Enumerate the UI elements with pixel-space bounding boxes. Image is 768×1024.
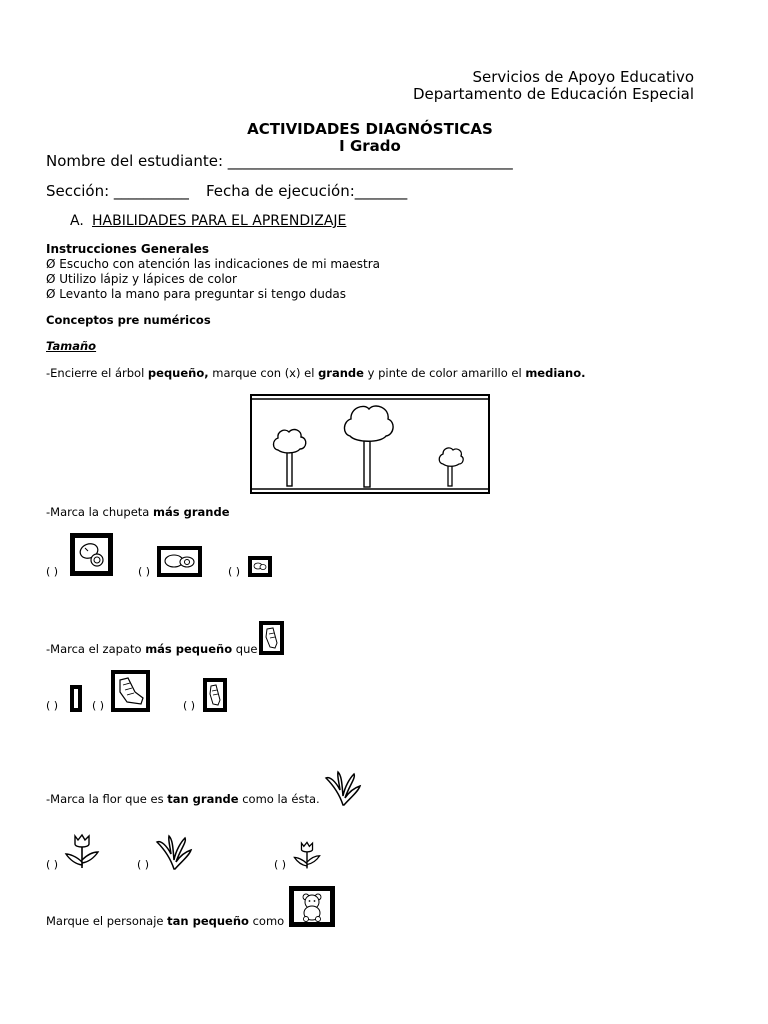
instruction-item [46, 287, 346, 301]
q1-bold: grande [318, 366, 364, 380]
answer-option[interactable]: ( ) [137, 858, 150, 871]
bear-icon [294, 891, 330, 922]
date-field: Fecha de ejecución:_______ [206, 182, 408, 200]
section-field: Sección: __________ [46, 182, 189, 200]
character-reference [289, 886, 335, 927]
document-title: ACTIVIDADES DIAGNÓSTICAS [247, 120, 493, 138]
q1-bold: mediano. [525, 366, 586, 380]
flower-tulip [64, 832, 100, 870]
bullet-icon: Ø [46, 257, 60, 271]
section-a-title: HABILIDADES PARA EL APRENDIZAJE [92, 213, 347, 229]
question-shoe [46, 642, 257, 656]
answer-option[interactable]: ( ) [228, 565, 241, 578]
instruction-text: Levanto la mano para preguntar si tengo dudas [59, 287, 347, 301]
bullet-icon: Ø [46, 272, 60, 286]
trees-image [250, 394, 490, 494]
shoe-icon [207, 682, 223, 708]
shoe-icon [263, 625, 280, 651]
shoe-same [203, 678, 227, 712]
shoe-large [111, 670, 150, 712]
q3-bold: más pequeño [145, 642, 233, 656]
answer-option[interactable]: ( ) [138, 565, 151, 578]
q3-text: -Marca el zapato [46, 642, 146, 656]
question-flower [46, 792, 320, 806]
instruction-text: Utilizo lápiz y lápices de color [59, 272, 237, 286]
q1-bold: pequeño, [147, 366, 209, 380]
answer-option[interactable]: ( ) [183, 699, 196, 712]
flower-icon [155, 834, 193, 870]
concepts-heading: Conceptos pre numéricos [46, 313, 211, 327]
question-pacifier [46, 505, 230, 519]
q1-text: y pinte de color amarillo el [363, 366, 526, 380]
size-heading: Tamaño [46, 339, 97, 353]
flower-icon [64, 832, 100, 870]
q4-text: como la ésta. [238, 792, 320, 806]
instructions-heading: Instrucciones Generales [46, 242, 210, 256]
q5-text: como [248, 914, 285, 928]
q2-text: -Marca la chupeta [46, 505, 154, 519]
answer-option[interactable]: ( ) [274, 858, 287, 871]
question-character [46, 914, 284, 928]
answer-option[interactable]: ( ) [46, 858, 59, 871]
flower-reference [324, 770, 362, 806]
q4-text: -Marca la flor que es [46, 792, 168, 806]
header-line-1: Servicios de Apoyo Educativo [472, 68, 694, 86]
q5-bold: tan pequeño [167, 914, 249, 928]
shoe-reference [259, 621, 284, 655]
instruction-item [46, 272, 237, 286]
question-trees [46, 366, 586, 380]
q1-text: marque con (x) el [208, 366, 319, 380]
header-line-2: Departamento de Educación Especial [412, 85, 694, 103]
q1-text: -Encierre el árbol [46, 366, 148, 380]
flower-same-size [155, 834, 193, 870]
section-a-letter: A. [70, 213, 84, 229]
pacifier-icon [161, 550, 198, 573]
answer-option[interactable]: ( ) [46, 565, 59, 578]
q2-bold: más grande [153, 505, 230, 519]
grade-title: I Grado [339, 137, 401, 155]
flower-small-tulip [292, 840, 322, 870]
pacifier-large [70, 533, 113, 576]
flower-icon [324, 770, 362, 806]
pacifier-icon [252, 560, 268, 573]
flower-icon [292, 840, 322, 870]
pacifier-icon [75, 538, 108, 571]
q4-bold: tan grande [167, 792, 239, 806]
q3-text: que [232, 642, 258, 656]
student-name-field: Nombre del estudiante: ______________________________________ [46, 152, 513, 170]
pacifier-medium [157, 546, 202, 577]
instruction-text: Escucho con atención las indicaciones de mi maestra [59, 257, 381, 271]
pacifier-small [248, 556, 272, 577]
answer-option[interactable]: ( ) [46, 699, 59, 712]
instruction-item [46, 257, 380, 271]
answer-option[interactable]: ( ) [92, 699, 105, 712]
shoe-tiny [70, 685, 82, 712]
bullet-icon: Ø [46, 287, 60, 301]
q5-text: Marque el personaje [46, 914, 168, 928]
shoe-icon [115, 674, 146, 708]
